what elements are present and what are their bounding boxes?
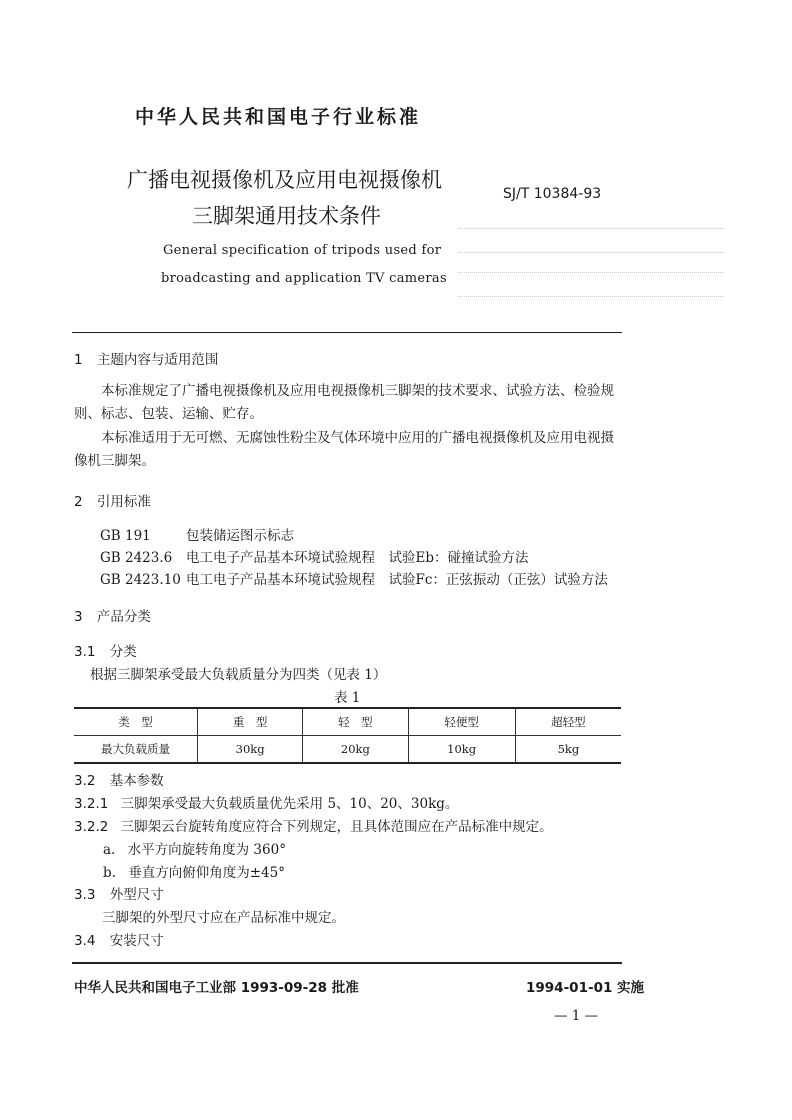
- table-header-cell: 超轻型: [515, 708, 621, 736]
- document-title-line2: 三脚架通用技术条件: [192, 204, 381, 228]
- clause-number: 3.2.1: [74, 796, 109, 812]
- document-title-line1: 广播电视摄像机及应用电视摄像机: [127, 168, 442, 192]
- table-header-cell: 轻便型: [408, 708, 515, 736]
- subsection-3-2-heading: [74, 769, 164, 789]
- reference-item: [100, 546, 529, 566]
- section-title: 主题内容与适用范围: [96, 352, 219, 368]
- section-1-para-1: [74, 380, 634, 426]
- reference-title: 包装储运图示标志: [186, 528, 294, 544]
- table-caption: 表 1: [334, 690, 361, 706]
- header-divider: [72, 332, 622, 333]
- reference-code: GB 2423.10: [100, 572, 181, 588]
- reference-code: GB 2423.6: [100, 550, 173, 566]
- reference-title: 电工电子产品基本环境试验规程 试验Eb：碰撞试验方法: [186, 550, 529, 566]
- clause-text: 三脚架承受最大负载质量优先采用 5、10、20、30kg。: [120, 796, 459, 812]
- section-title: 安装尺寸: [109, 933, 164, 949]
- section-2-heading: [74, 490, 151, 510]
- table-header-cell: 类 型: [74, 708, 198, 736]
- subsection-3-4-heading: [74, 929, 164, 949]
- table-cell: 5kg: [515, 736, 621, 764]
- section-title: 外型尺寸: [109, 887, 164, 903]
- subsection-3-3-heading: [74, 883, 164, 903]
- approval-statement: 中华人民共和国电子工业部 1993-09-28 批准: [74, 980, 359, 996]
- section-1-heading: [74, 348, 218, 368]
- table-cell: 30kg: [198, 736, 303, 764]
- section-number: 3.4: [74, 933, 96, 949]
- reference-item: [100, 524, 294, 544]
- section-title: 分类: [109, 644, 137, 660]
- subsection-3-1-paragraph: 根据三脚架承受最大负载质量分为四类（见表 1）: [90, 667, 387, 683]
- clause-text: 三脚架云台旋转角度应符合下列规定，且具体范围应在产品标准中规定。: [120, 819, 553, 835]
- section-1-para-2: [74, 427, 634, 473]
- dotted-line: [458, 252, 723, 253]
- clause-3-2-1: [74, 792, 458, 812]
- text-line: 本标准适用于无可燃、无腐蚀性粉尘及气体环境中应用的广播电视摄像机及应用电视摄: [101, 430, 614, 446]
- section-number: 3.3: [74, 887, 96, 903]
- clause-3-2-2: [74, 815, 553, 835]
- list-item-a: [103, 838, 286, 858]
- standard-code: SJ/T 10384-93: [503, 186, 602, 202]
- section-title: 基本参数: [109, 773, 164, 789]
- section-number: 2: [74, 494, 83, 510]
- table-header-cell: 轻 型: [303, 708, 408, 736]
- list-text: 水平方向旋转角度为 360°: [127, 842, 286, 858]
- table-header-row: [74, 708, 621, 736]
- reference-title: 电工电子产品基本环境试验规程 试验Fc：正弦振动（正弦）试验方法: [186, 572, 608, 588]
- page-number: — 1 —: [554, 1008, 599, 1024]
- subsection-3-3-paragraph: 三脚架的外型尺寸应在产品标准中规定。: [102, 910, 345, 926]
- table-cell: 20kg: [303, 736, 408, 764]
- list-label: b.: [103, 865, 116, 881]
- table-row: [74, 736, 621, 764]
- standard-org-heading: 中华人民共和国电子行业标准: [135, 106, 422, 128]
- table-cell: 最大负载质量: [74, 736, 198, 764]
- text-line: 像机三脚架。: [74, 453, 155, 469]
- section-3-heading: [74, 605, 151, 625]
- implementation-date: 1994-01-01 实施: [526, 980, 645, 996]
- clause-number: 3.2.2: [74, 819, 109, 835]
- list-text: 垂直方向俯仰角度为±45°: [128, 865, 285, 881]
- section-title: 产品分类: [96, 609, 151, 625]
- load-class-table: [74, 707, 621, 764]
- table-header-cell: 重 型: [198, 708, 303, 736]
- section-number: 3: [74, 609, 83, 625]
- section-number: 3.1: [74, 644, 96, 660]
- dotted-line: [458, 272, 723, 273]
- section-number: 3.2: [74, 773, 96, 789]
- text-line: 则、标志、包装、运输、贮存。: [74, 406, 263, 422]
- section-title: 引用标准: [96, 494, 151, 510]
- list-item-b: [103, 861, 285, 881]
- dotted-line: [458, 296, 723, 297]
- subsection-3-1-heading: [74, 640, 137, 660]
- list-label: a.: [103, 842, 116, 858]
- section-number: 1: [74, 352, 83, 368]
- reference-code: GB 191: [100, 528, 151, 544]
- dotted-line: [458, 228, 723, 229]
- english-title-line1: General specification of tripods used for: [163, 243, 442, 258]
- reference-item: [100, 568, 608, 588]
- footer-divider: [72, 962, 622, 964]
- table-cell: 10kg: [408, 736, 515, 764]
- english-title-line2: broadcasting and application TV cameras: [161, 271, 447, 286]
- text-line: 本标准规定了广播电视摄像机及应用电视摄像机三脚架的技术要求、试验方法、检验规: [101, 383, 614, 399]
